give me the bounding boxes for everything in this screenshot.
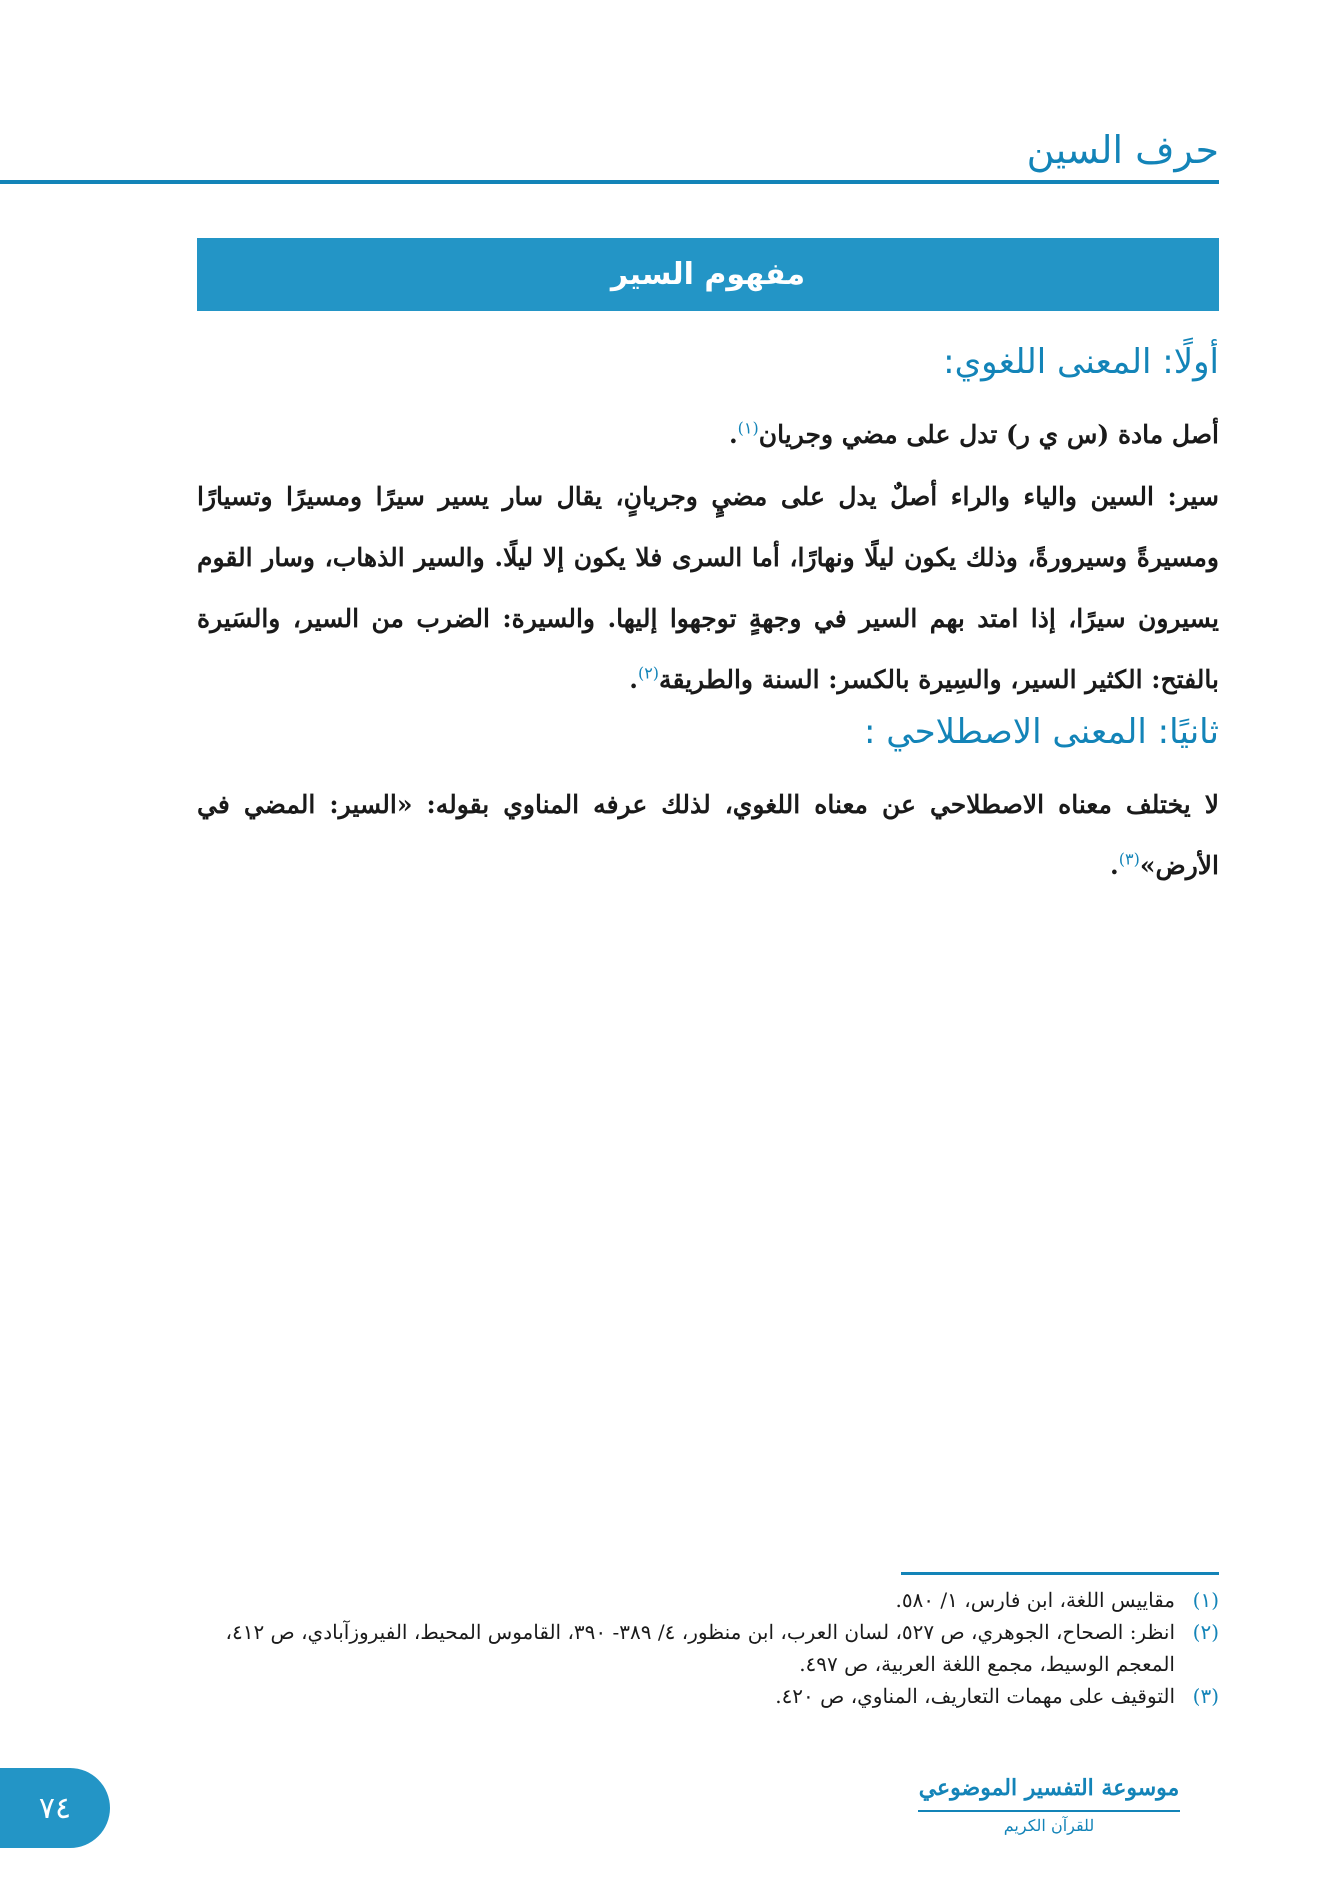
footnote-reference-3: (٣)	[1118, 849, 1140, 869]
footnote-number: (٣)	[1192, 1684, 1219, 1708]
footnote-item	[197, 1584, 1219, 1616]
technical-paragraph	[197, 774, 1219, 896]
logo-title: موسوعة التفسير الموضوعي	[918, 1766, 1180, 1812]
footnote-text: انظر: الصحاح، الجوهري، ص ٥٢٧، لسان العرب، ابن منظور، ٤/ ٣٨٩- ٣٩٠، القاموس المحيط، الفيروزآبادي، ص ٤١٢، المعجم الوسيط، مجمع اللغة العربية، ص ٤٩٧.	[225, 1620, 1175, 1676]
encyclopedia-logo	[918, 1766, 1180, 1852]
footnote-number: (٢)	[1192, 1620, 1219, 1644]
paragraph-end: .	[1110, 851, 1119, 880]
footnote-item	[197, 1680, 1219, 1712]
section-title-banner: مفهوم السير	[197, 238, 1219, 311]
paragraph-text: أصل مادة (س ي ر) تدل على مضي وجريان	[758, 420, 1219, 449]
page-number-badge: ٧٤	[0, 1768, 110, 1848]
footnote-reference-1: (١)	[737, 418, 759, 438]
paragraph-text: لا يختلف معناه الاصطلاحي عن معناه اللغوي، لذلك عرفه المناوي بقوله: «السير: المضي في الأرض»	[197, 790, 1219, 880]
footnote-number: (١)	[1192, 1588, 1219, 1612]
linguistic-paragraph-2	[197, 466, 1219, 710]
footnote-reference-2: (٢)	[637, 663, 660, 683]
footnote-text: مقاييس اللغة، ابن فارس، ١/ ٥٨٠.	[895, 1588, 1175, 1612]
paragraph-end: .	[629, 665, 638, 694]
footnote-text: التوقيف على مهمات التعاريف، المناوي، ص ٤٢٠.	[775, 1684, 1175, 1708]
paragraph-end: .	[728, 420, 738, 449]
technical-meaning-heading: ثانيًا: المعنى الاصطلاحي :	[864, 712, 1219, 752]
paragraph-text: سير: السين والياء والراء أصلٌ يدل على مضيٍ وجريانٍ، يقال سار يسير سيرًا ومسيرًا وتسيارًا ومسيرةً وسيرورةً، وذلك يكون ليلًا ونهارًا، أما السرى فلا يكون إلا ليلًا. والسير الذهاب، وسار القوم يسيرون سيرًا، إذا امتد بهم السير في وجهةٍ توجهوا إليها. والسيرة: الضرب من السير، والسَيرة بالفتح: الكثير السير، والسِيرة بالكسر: السنة والطريقة	[197, 482, 1219, 694]
logo-subtitle: للقرآن الكريم	[1003, 1816, 1095, 1835]
footnotes	[197, 1584, 1219, 1712]
header-rule	[0, 180, 1219, 184]
linguistic-paragraph-1	[197, 404, 1219, 465]
footnote-item	[197, 1616, 1219, 1680]
chapter-header-title: حرف السين	[1026, 128, 1219, 172]
linguistic-meaning-heading: أولًا: المعنى اللغوي:	[943, 342, 1219, 382]
footnote-separator	[901, 1572, 1219, 1575]
